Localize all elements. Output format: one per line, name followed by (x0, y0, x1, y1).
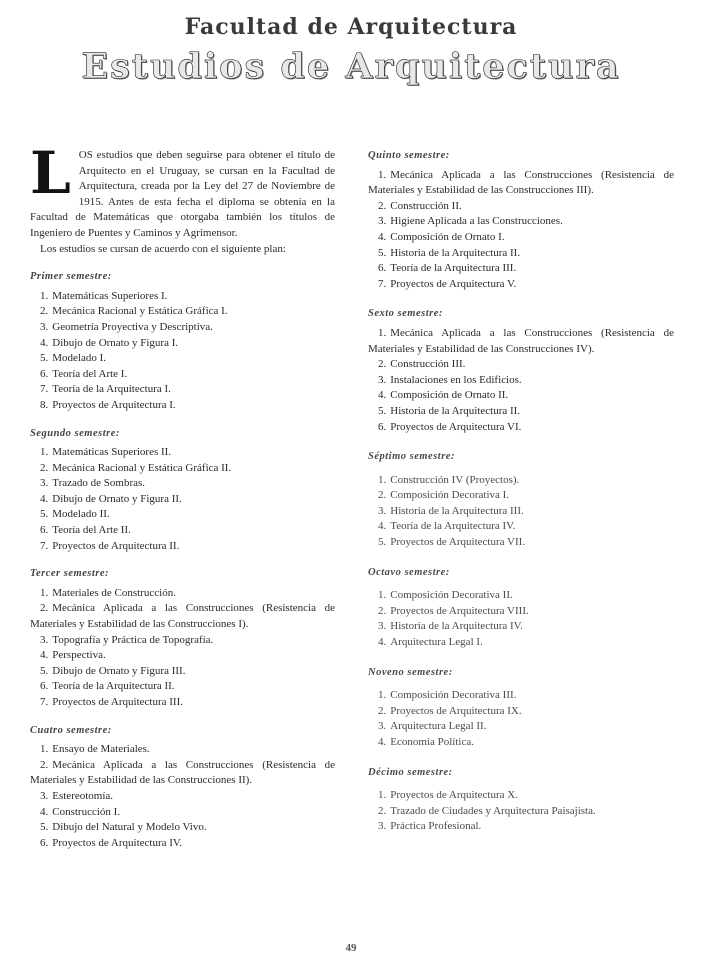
course-list (368, 788, 674, 835)
course-item (368, 404, 674, 420)
course-item (368, 604, 674, 620)
course-name: Proyectos de Arquitectura II. (52, 539, 180, 552)
course-item (30, 648, 335, 664)
course-item (368, 230, 674, 246)
course-name: Teoría de la Arquitectura I. (52, 383, 171, 396)
course-item (30, 664, 335, 680)
course-name: Geometría Proyectiva y Descriptiva. (52, 320, 213, 333)
course-item (368, 535, 674, 551)
course-number: 6. (378, 420, 387, 433)
course-name: Matemáticas Superiores II. (52, 446, 172, 459)
course-item (30, 586, 335, 602)
course-item (30, 836, 335, 852)
course-name: Proyectos de Arquitectura V. (390, 277, 517, 290)
course-number: 5. (40, 821, 49, 834)
course-number: 3. (378, 820, 387, 833)
course-item (368, 326, 674, 357)
course-item (368, 357, 674, 373)
course-number: 2. (378, 358, 387, 371)
course-number: 1. (40, 289, 49, 302)
course-item (368, 261, 674, 277)
course-number: 7. (40, 696, 49, 708)
course-name: Proyectos de Arquitectura I. (52, 398, 176, 411)
course-name: Teoría de la Arquitectura II. (52, 680, 175, 693)
course-number: 2. (378, 604, 387, 617)
course-name: Proyectos de Arquitectura VIII. (390, 604, 529, 617)
course-name: Dibujo de Ornato y Figura III. (52, 664, 186, 677)
course-number: 4. (378, 230, 387, 243)
course-number: 7. (40, 539, 49, 552)
course-item (30, 507, 335, 523)
course-item (30, 820, 335, 836)
course-name: Composición de Ornato II. (390, 389, 509, 402)
course-number: 3. (378, 373, 387, 386)
course-item (30, 289, 335, 305)
course-item (368, 635, 674, 651)
course-item (30, 695, 335, 711)
course-item (30, 445, 335, 461)
course-number: 2. (378, 489, 387, 502)
course-item (30, 679, 335, 695)
course-name: Dibujo de Ornato y Figura II. (52, 492, 182, 505)
course-item (368, 735, 674, 751)
course-number: 4. (40, 649, 49, 662)
course-list (368, 588, 674, 650)
course-name: Composición de Ornato I. (390, 230, 505, 243)
course-item (368, 214, 674, 230)
course-number: 2. (40, 602, 49, 615)
course-number: 6. (378, 262, 387, 275)
course-name: Mecánica Aplicada a las Construcciones (Resistencia de Materiales y Estabilidad de las Construcciones I). (30, 602, 335, 631)
course-item (368, 804, 674, 820)
course-item (30, 523, 335, 539)
plan-intro: Los estudios se cursan de acuerdo con el siguiente plan: (40, 242, 286, 255)
intro-text: OS estudios que deben seguirse para obtener el título de Arquitecto en el Uruguay, se cursan en la Facultad de Arquitectura, creada por la Ley del 27 de Noviembre de 1915. Antes de esta fecha el diploma se obtenía en la Facultad de Matemáticas que otorgaba también los títulos de Ingeniero de Puentes y Caminos y Agrimensor. (30, 149, 335, 239)
course-name: Construcción III. (390, 358, 466, 371)
course-number: 1. (40, 743, 49, 756)
intro-paragraph (30, 139, 335, 242)
course-number: 2. (378, 704, 387, 717)
course-name: Proyectos de Arquitectura VII. (390, 536, 526, 549)
course-list (368, 688, 674, 750)
course-name: Construcción IV (Proyectos). (390, 473, 520, 486)
course-name: Topografía y Práctica de Topografía. (52, 633, 214, 646)
course-item (368, 588, 674, 604)
course-number: 3. (378, 215, 387, 228)
course-item (368, 473, 674, 489)
course-item (30, 476, 335, 492)
left-column (30, 139, 335, 851)
course-number: 2. (40, 461, 49, 474)
course-name: Arquitectura Legal I. (390, 636, 483, 649)
course-number: 1. (378, 689, 387, 702)
course-item (30, 805, 335, 821)
course-name: Mecánica Aplicada a las Construcciones (Resistencia de Materiales y Estabilidad de las Construcciones IV). (368, 326, 674, 355)
course-item (30, 789, 335, 805)
course-number: 1. (40, 446, 49, 459)
course-name: Materiales de Construcción. (52, 586, 176, 599)
course-number: 5. (378, 536, 387, 549)
course-list (30, 586, 335, 711)
course-number: 4. (378, 636, 387, 649)
course-item (368, 704, 674, 720)
course-number: 5. (378, 404, 387, 417)
course-name: Composición Decorativa III. (390, 689, 517, 702)
course-name: Proyectos de Arquitectura X. (390, 789, 518, 802)
course-name: Modelado I. (52, 352, 107, 365)
course-number: 2. (378, 804, 387, 817)
faculty-heading: Facultad de Arquitectura (184, 14, 518, 40)
course-item (30, 742, 335, 758)
semester-heading: Tercer semestre: (30, 568, 110, 580)
course-name: Modelado II. (52, 508, 110, 521)
course-number: 1. (378, 473, 387, 486)
course-number: 1. (378, 168, 387, 181)
course-name: Proyectos de Arquitectura III. (52, 696, 183, 708)
course-number: 7. (378, 277, 387, 290)
semester-heading: Séptimo semestre: (368, 451, 455, 463)
course-name: Composición Decorativa II. (390, 589, 513, 602)
course-number: 2. (40, 758, 49, 771)
course-list (30, 445, 335, 554)
course-item (30, 304, 335, 320)
course-name: Economía Política. (390, 736, 474, 748)
course-item (368, 373, 674, 389)
course-name: Construcción I. (52, 805, 121, 818)
course-item (368, 819, 674, 835)
course-name: Teoría de la Arquitectura IV. (390, 520, 516, 533)
course-list (368, 473, 674, 551)
course-item (30, 336, 335, 352)
course-item (368, 277, 674, 293)
course-name: Instalaciones en los Edificios. (390, 373, 522, 386)
course-item (368, 719, 674, 735)
course-number: 3. (40, 633, 49, 646)
course-name: Mecánica Aplicada a las Construcciones (Resistencia de Materiales y Estabilidad de las Construcciones III). (368, 168, 674, 197)
course-number: 3. (378, 620, 387, 633)
course-number: 1. (378, 326, 387, 339)
course-list (368, 326, 674, 435)
course-item (368, 420, 674, 436)
course-item (368, 388, 674, 404)
course-name: Trazado de Sombras. (52, 477, 146, 490)
course-number: 6. (40, 367, 49, 380)
course-name: Dibujo de Ornato y Figura I. (52, 336, 179, 349)
course-number: 1. (40, 586, 49, 599)
course-name: Construcción II. (390, 199, 462, 212)
course-number: 3. (40, 477, 49, 490)
course-item (30, 492, 335, 508)
semester-heading: Noveno semestre: (368, 666, 453, 678)
course-list (368, 168, 674, 293)
semester-heading: Sexto semestre: (368, 308, 443, 320)
course-name: Proyectos de Arquitectura IX. (390, 704, 522, 717)
course-name: Perspectiva. (52, 649, 106, 662)
semester-heading: Cuatro semestre: (30, 724, 112, 736)
course-item (368, 504, 674, 520)
course-number: 2. (40, 305, 49, 318)
course-number: 3. (40, 789, 49, 802)
course-number: 5. (40, 352, 49, 365)
course-item (368, 688, 674, 704)
course-item (30, 367, 335, 383)
course-number: 4. (40, 492, 49, 505)
course-number: 6. (40, 680, 49, 693)
course-name: Trazado de Ciudades y Arquitectura Paisajista. (390, 804, 596, 817)
course-number: 4. (378, 736, 387, 748)
course-number: 5. (378, 246, 387, 259)
course-number: 4. (40, 805, 49, 818)
course-name: Composición Decorativa I. (390, 489, 510, 502)
course-item (368, 788, 674, 804)
course-name: Historia de la Arquitectura II. (390, 246, 521, 259)
course-item (30, 320, 335, 336)
course-item (368, 246, 674, 262)
course-item (368, 199, 674, 215)
right-column (368, 148, 674, 835)
semester-heading: Quinto semestre: (368, 150, 450, 161)
course-name: Dibujo del Natural y Modelo Vivo. (52, 821, 207, 834)
course-name: Higiene Aplicada a las Construcciones. (390, 215, 563, 228)
course-number: 3. (40, 320, 49, 333)
course-name: Estereotomía. (52, 789, 114, 802)
course-list (30, 289, 335, 414)
drop-cap: L (30, 139, 71, 207)
course-name: Mecánica Racional y Estática Gráfica II. (52, 461, 232, 474)
course-number: 7. (40, 383, 49, 396)
page-title: Estudios de Arquitectura (81, 46, 621, 87)
course-item (30, 461, 335, 477)
course-number: 1. (378, 589, 387, 602)
semester-heading: Décimo semestre: (368, 766, 453, 778)
course-number: 4. (378, 520, 387, 533)
course-item (30, 539, 335, 555)
course-name: Mecánica Racional y Estática Gráfica I. (52, 305, 228, 318)
course-number: 2. (378, 199, 387, 212)
semester-heading: Segundo semestre: (30, 427, 120, 439)
course-item (30, 601, 335, 632)
course-number: 3. (378, 504, 387, 517)
course-name: Mecánica Aplicada a las Construcciones (Resistencia de Materiales y Estabilidad de las Construcciones II). (30, 758, 335, 787)
course-item (30, 398, 335, 414)
course-number: 4. (40, 336, 49, 349)
course-name: Arquitectura Legal II. (390, 720, 487, 733)
course-name: Historia de la Arquitectura II. (390, 404, 521, 417)
course-number: 5. (40, 664, 49, 677)
course-item (30, 351, 335, 367)
course-name: Proyectos de Arquitectura IV. (52, 836, 183, 849)
course-item (368, 619, 674, 635)
semester-heading: Primer semestre: (30, 271, 112, 283)
course-item (368, 168, 674, 199)
course-item (368, 488, 674, 504)
course-name: Teoría del Arte II. (52, 524, 131, 537)
course-name: Práctica Profesional. (390, 820, 482, 833)
course-name: Matemáticas Superiores I. (52, 289, 168, 302)
course-item (30, 633, 335, 649)
course-item (368, 519, 674, 535)
course-number: 5. (40, 508, 49, 521)
course-item (30, 758, 335, 789)
course-number: 4. (378, 389, 387, 402)
course-name: Proyectos de Arquitectura VI. (390, 420, 522, 433)
course-name: Historia de la Arquitectura IV. (390, 620, 523, 633)
course-number: 6. (40, 836, 49, 849)
course-number: 8. (40, 398, 49, 411)
course-name: Teoría de la Arquitectura III. (390, 262, 517, 275)
course-number: 3. (378, 720, 387, 733)
course-name: Teoría del Arte I. (52, 367, 128, 380)
semester-heading: Octavo semestre: (368, 566, 450, 578)
course-name: Historia de la Arquitectura III. (390, 504, 524, 517)
course-name: Ensayo de Materiales. (52, 743, 150, 756)
page-number: 49 (345, 942, 357, 954)
course-number: 6. (40, 524, 49, 537)
course-item (30, 382, 335, 398)
course-list (30, 742, 335, 851)
course-number: 1. (378, 789, 387, 802)
